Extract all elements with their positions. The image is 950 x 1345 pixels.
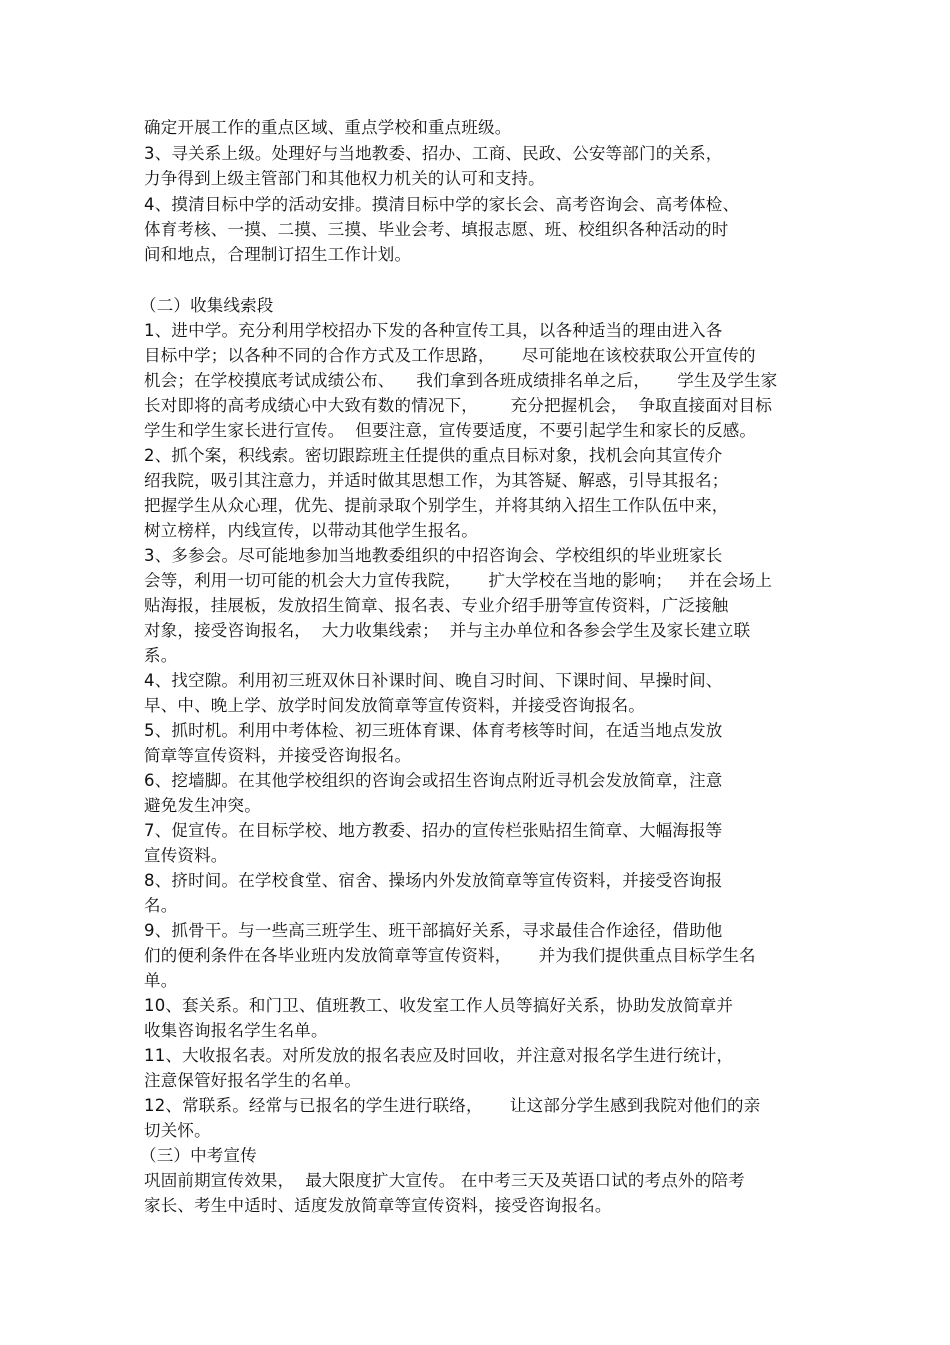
text-line: 家长、考生中适时、适度发放简章等宣传资料，接受咨询报名。 (144, 1196, 612, 1215)
text-line: 2、抓个案，积线索。密切跟踪班主任提供的重点目标对象，找机会向其宣传介 (144, 446, 723, 465)
text-line: 们的便利条件在各毕业班内发放简章等宣传资料， 并为我们提供重点目标学生名 (144, 946, 756, 965)
text-line: 1、进中学。充分利用学校招办下发的各种宣传工具，以各种适当的理由进入各 (144, 321, 723, 340)
section-heading: （二）收集线索段 (140, 296, 274, 315)
text-line: 简章等宣传资料，并接受咨询报名。 (144, 746, 412, 765)
text-line: 宣传资料。 (144, 846, 228, 865)
text-line: 12、常联系。经常与已报名的学生进行联络， 让这部分学生感到我院对他们的亲 (144, 1096, 761, 1115)
text-line: 目标中学；以各种不同的合作方式及工作思路， 尽可能地在该校获取公开宣传的 (144, 346, 756, 365)
text-line: 单。 (144, 971, 178, 990)
text-line: 9、抓骨干。与一些高三班学生、班干部搞好关系，寻求最佳合作途径，借助他 (144, 921, 723, 940)
text-line: 把握学生从众心理，优先、提前录取个别学生，并将其纳入招生工作队伍中来， (144, 496, 729, 515)
text-line: 贴海报，挂展板，发放招生简章、报名表、专业介绍手册等宣传资料，广泛接触 (144, 596, 729, 615)
text-line: 4、摸清目标中学的活动安排。摸清目标中学的家长会、高考咨询会、高考体检、 (144, 195, 740, 214)
text-line: 注意保管好报名学生的名单。 (144, 1071, 362, 1090)
text-line: 3、多参会。尽可能地参加当地教委组织的中招咨询会、学校组织的毕业班家长 (144, 546, 723, 565)
text-line: 力争得到上级主管部门和其他权力机关的认可和支持。 (144, 169, 545, 188)
text-line: 3、寻关系上级。处理好与当地教委、招办、工商、民政、公安等部门的关系， (144, 144, 723, 163)
text-line: 切关怀。 (144, 1121, 211, 1140)
text-line: 绍我院，吸引其注意力，并适时做其思想工作，为其答疑、解惑，引导其报名； (144, 471, 729, 490)
text-line: 11、大收报名表。对所发放的报名表应及时回收，并注意对报名学生进行统计， (144, 1046, 734, 1065)
text-line: 巩固前期宣传效果， 最大限度扩大宣传。 在中考三天及英语口试的考点外的陪考 (144, 1171, 745, 1190)
text-line: 5、抓时机。利用中考体检、初三班体育课、体育考核等时间，在适当地点发放 (144, 721, 723, 740)
text-line: 8、挤时间。在学校食堂、宿舍、操场内外发放简章等宣传资料，并接受咨询报 (144, 871, 723, 890)
section-heading: （三）中考宣传 (140, 1146, 257, 1165)
text-line: 名。 (144, 896, 178, 915)
text-line: 系。 (144, 646, 178, 665)
text-line: 树立榜样，内线宣传，以带动其他学生报名。 (144, 521, 478, 540)
text-line: 7、促宣传。在目标学校、地方教委、招办的宣传栏张贴招生简章、大幅海报等 (144, 821, 723, 840)
text-line: 对象，接受咨询报名， 大力收集线索； 并与主办单位和各参会学生及家长建立联 (144, 621, 751, 640)
text-line: 学生和学生家长进行宣传。 但要注意，宣传要适度，不要引起学生和家长的反感。 (144, 421, 757, 440)
text-line: 早、中、晚上学、放学时间发放简章等宣传资料，并接受咨询报名。 (144, 696, 645, 715)
text-line: 10、套关系。和门卫、值班教工、收发室工作人员等搞好关系，协助发放简章并 (144, 996, 734, 1015)
text-line: 体育考核、一摸、二摸、三摸、毕业会考、填报志愿、班、校组织各种活动的时 (144, 220, 729, 239)
text-line: 收集咨询报名学生名单。 (144, 1021, 328, 1040)
text-line: 长对即将的高考成绩心中大致有数的情况下， 充分把握机会， 争取直接面对目标 (144, 396, 773, 415)
text-line: 6、挖墙脚。在其他学校组织的咨询会或招生咨询点附近寻机会发放简章，注意 (144, 771, 723, 790)
text-line: 间和地点，合理制订招生工作计划。 (144, 245, 412, 264)
text-line: 机会；在学校摸底考试成绩公布、 我们拿到各班成绩排名单之后， 学生及学生家 (144, 371, 778, 390)
text-line: 避免发生冲突。 (144, 796, 261, 815)
text-line: 会等，利用一切可能的机会大力宣传我院， 扩大学校在当地的影响； 并在会场上 (144, 571, 773, 590)
text-line: 确定开展工作的重点区域、重点学校和重点班级。 (144, 118, 512, 137)
text-line: 4、找空隙。利用初三班双休日补课时间、晚自习时间、下课时间、早操时间、 (144, 671, 723, 690)
